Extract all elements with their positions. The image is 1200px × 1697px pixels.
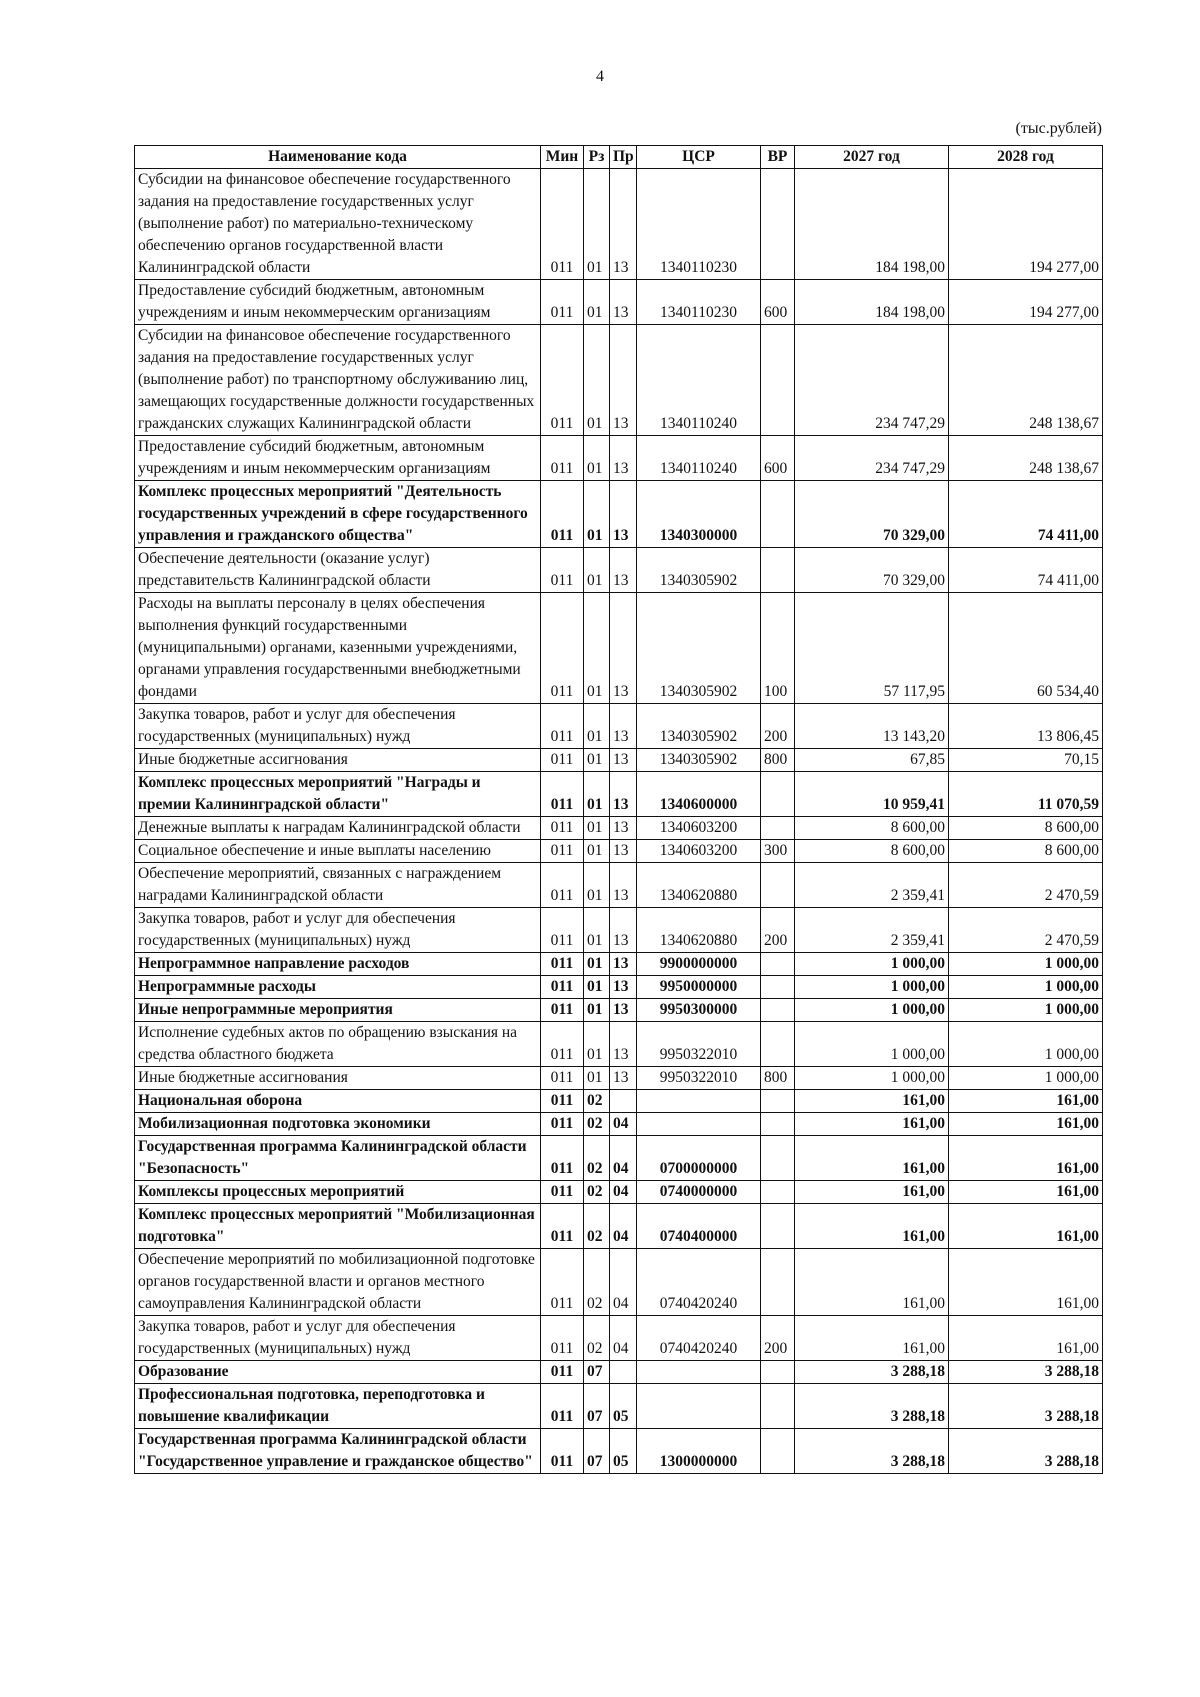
table-row <box>135 1181 1103 1204</box>
table-row <box>135 169 1103 280</box>
cell-min: 011 <box>541 481 584 548</box>
cell-csr: 1340600000 <box>637 772 761 817</box>
cell-rz: 02 <box>584 1090 610 1113</box>
cell-csr: 1340300000 <box>637 481 761 548</box>
cell-pr: 13 <box>610 863 637 908</box>
cell-name: Непрограммные расходы <box>135 976 541 999</box>
cell-csr: 9950000000 <box>637 976 761 999</box>
cell-y2027: 161,00 <box>795 1113 949 1136</box>
cell-csr: 1340110240 <box>637 436 761 481</box>
cell-csr: 1340110240 <box>637 325 761 436</box>
cell-rz: 01 <box>584 772 610 817</box>
cell-rz: 01 <box>584 1022 610 1067</box>
cell-rz: 01 <box>584 1067 610 1090</box>
cell-vr <box>761 999 795 1022</box>
cell-name: Профессиональная подготовка, переподготовка и повышение квалификации <box>135 1384 541 1429</box>
col-header-2028: 2028 год <box>949 146 1103 169</box>
cell-vr: 800 <box>761 749 795 772</box>
cell-y2027: 3 288,18 <box>795 1361 949 1384</box>
cell-vr: 600 <box>761 280 795 325</box>
cell-min: 011 <box>541 953 584 976</box>
cell-pr: 13 <box>610 280 637 325</box>
cell-csr: 1340603200 <box>637 840 761 863</box>
col-header-pr: Пр <box>610 146 637 169</box>
cell-vr: 600 <box>761 436 795 481</box>
cell-rz: 01 <box>584 863 610 908</box>
cell-y2027: 8 600,00 <box>795 817 949 840</box>
cell-csr: 0740420240 <box>637 1249 761 1316</box>
cell-name: Иные бюджетные ассигнования <box>135 749 541 772</box>
col-header-2027: 2027 год <box>795 146 949 169</box>
cell-name: Обеспечение деятельности (оказание услуг) представительств Калининградской области <box>135 548 541 593</box>
cell-y2028: 74 411,00 <box>949 548 1103 593</box>
col-header-rz: Рз <box>584 146 610 169</box>
cell-name: Комплекс процессных мероприятий "Деятельность государственных учреждений в сфере государственного управления и гражданского общества" <box>135 481 541 548</box>
cell-y2028: 2 470,59 <box>949 908 1103 953</box>
cell-pr: 13 <box>610 436 637 481</box>
cell-y2027: 1 000,00 <box>795 1022 949 1067</box>
cell-y2028: 1 000,00 <box>949 1067 1103 1090</box>
cell-pr: 13 <box>610 976 637 999</box>
table-row <box>135 1204 1103 1249</box>
cell-csr: 1340603200 <box>637 817 761 840</box>
cell-rz: 01 <box>584 953 610 976</box>
cell-y2028: 70,15 <box>949 749 1103 772</box>
cell-csr: 1340305902 <box>637 548 761 593</box>
table-row <box>135 593 1103 704</box>
cell-y2027: 161,00 <box>795 1090 949 1113</box>
cell-pr: 13 <box>610 772 637 817</box>
cell-name: Обеспечение мероприятий по мобилизационной подготовке органов государственной власти и органов местного самоуправления Калининградской области <box>135 1249 541 1316</box>
table-row <box>135 548 1103 593</box>
cell-y2028: 60 534,40 <box>949 593 1103 704</box>
cell-pr: 13 <box>610 1022 637 1067</box>
table-row <box>135 1067 1103 1090</box>
cell-y2027: 3 288,18 <box>795 1429 949 1474</box>
cell-y2027: 2 359,41 <box>795 863 949 908</box>
cell-csr: 0700000000 <box>637 1136 761 1181</box>
table-row <box>135 481 1103 548</box>
cell-pr: 05 <box>610 1384 637 1429</box>
cell-y2027: 1 000,00 <box>795 976 949 999</box>
cell-pr: 04 <box>610 1316 637 1361</box>
cell-vr <box>761 863 795 908</box>
cell-pr: 13 <box>610 953 637 976</box>
cell-vr <box>761 1384 795 1429</box>
cell-min: 011 <box>541 976 584 999</box>
cell-pr: 13 <box>610 817 637 840</box>
cell-csr <box>637 1361 761 1384</box>
cell-rz: 02 <box>584 1249 610 1316</box>
cell-pr: 04 <box>610 1181 637 1204</box>
cell-y2028: 3 288,18 <box>949 1361 1103 1384</box>
cell-name: Комплексы процессных мероприятий <box>135 1181 541 1204</box>
table-row <box>135 704 1103 749</box>
cell-pr: 13 <box>610 169 637 280</box>
cell-vr <box>761 1113 795 1136</box>
cell-y2027: 161,00 <box>795 1204 949 1249</box>
cell-y2027: 67,85 <box>795 749 949 772</box>
cell-csr: 9950322010 <box>637 1067 761 1090</box>
cell-min: 011 <box>541 772 584 817</box>
cell-y2027: 161,00 <box>795 1316 949 1361</box>
cell-y2028: 1 000,00 <box>949 976 1103 999</box>
cell-min: 011 <box>541 1384 584 1429</box>
cell-csr: 9950322010 <box>637 1022 761 1067</box>
table-row <box>135 1090 1103 1113</box>
cell-pr: 13 <box>610 908 637 953</box>
cell-pr <box>610 1090 637 1113</box>
cell-y2028: 161,00 <box>949 1136 1103 1181</box>
cell-name: Социальное обеспечение и иные выплаты населению <box>135 840 541 863</box>
cell-min: 011 <box>541 548 584 593</box>
cell-vr: 300 <box>761 840 795 863</box>
cell-name: Закупка товаров, работ и услуг для обеспечения государственных (муниципальных) нужд <box>135 1316 541 1361</box>
cell-vr: 100 <box>761 593 795 704</box>
cell-min: 011 <box>541 1361 584 1384</box>
cell-name: Иные бюджетные ассигнования <box>135 1067 541 1090</box>
cell-y2028: 248 138,67 <box>949 436 1103 481</box>
cell-csr: 0740420240 <box>637 1316 761 1361</box>
cell-csr: 1300000000 <box>637 1429 761 1474</box>
cell-vr <box>761 548 795 593</box>
cell-rz: 01 <box>584 840 610 863</box>
cell-vr <box>761 976 795 999</box>
cell-name: Закупка товаров, работ и услуг для обеспечения государственных (муниципальных) нужд <box>135 908 541 953</box>
cell-csr <box>637 1113 761 1136</box>
table-row <box>135 1022 1103 1067</box>
cell-pr: 05 <box>610 1429 637 1474</box>
cell-name: Субсидии на финансовое обеспечение государственного задания на предоставление государственных услуг (выполнение работ) по транспортному обслуживанию лиц, замещающих государственные должности государственных гражданских служащих Калининградской области <box>135 325 541 436</box>
cell-csr: 1340620880 <box>637 908 761 953</box>
cell-csr: 1340305902 <box>637 749 761 772</box>
table-row <box>135 772 1103 817</box>
cell-csr: 9950300000 <box>637 999 761 1022</box>
cell-min: 011 <box>541 436 584 481</box>
cell-y2027: 184 198,00 <box>795 280 949 325</box>
cell-vr <box>761 1181 795 1204</box>
cell-name: Национальная оборона <box>135 1090 541 1113</box>
cell-vr <box>761 481 795 548</box>
table-row <box>135 436 1103 481</box>
cell-y2027: 184 198,00 <box>795 169 949 280</box>
cell-y2028: 194 277,00 <box>949 169 1103 280</box>
cell-pr: 04 <box>610 1113 637 1136</box>
cell-csr: 1340305902 <box>637 593 761 704</box>
cell-csr: 1340620880 <box>637 863 761 908</box>
cell-y2028: 8 600,00 <box>949 840 1103 863</box>
cell-y2027: 1 000,00 <box>795 953 949 976</box>
cell-vr <box>761 1361 795 1384</box>
cell-name: Непрограммное направление расходов <box>135 953 541 976</box>
cell-y2027: 161,00 <box>795 1181 949 1204</box>
cell-y2028: 1 000,00 <box>949 999 1103 1022</box>
cell-csr: 0740000000 <box>637 1181 761 1204</box>
cell-vr <box>761 1249 795 1316</box>
cell-min: 011 <box>541 1316 584 1361</box>
cell-pr <box>610 1361 637 1384</box>
cell-vr <box>761 1022 795 1067</box>
table-row <box>135 908 1103 953</box>
cell-y2028: 161,00 <box>949 1090 1103 1113</box>
cell-min: 011 <box>541 817 584 840</box>
cell-pr: 13 <box>610 704 637 749</box>
cell-min: 011 <box>541 1136 584 1181</box>
units-label: (тыс.рублей) <box>1015 120 1102 137</box>
cell-rz: 01 <box>584 749 610 772</box>
cell-rz: 02 <box>584 1113 610 1136</box>
cell-y2028: 248 138,67 <box>949 325 1103 436</box>
cell-rz: 01 <box>584 548 610 593</box>
cell-y2028: 161,00 <box>949 1316 1103 1361</box>
cell-csr <box>637 1384 761 1429</box>
cell-y2027: 3 288,18 <box>795 1384 949 1429</box>
cell-y2027: 1 000,00 <box>795 1067 949 1090</box>
cell-rz: 01 <box>584 704 610 749</box>
cell-rz: 07 <box>584 1429 610 1474</box>
cell-name: Исполнение судебных актов по обращению взыскания на средства областного бюджета <box>135 1022 541 1067</box>
table-row <box>135 953 1103 976</box>
cell-min: 011 <box>541 840 584 863</box>
cell-y2027: 2 359,41 <box>795 908 949 953</box>
cell-min: 011 <box>541 704 584 749</box>
cell-rz: 07 <box>584 1361 610 1384</box>
cell-vr <box>761 325 795 436</box>
table-row <box>135 976 1103 999</box>
cell-vr: 200 <box>761 1316 795 1361</box>
cell-rz: 01 <box>584 325 610 436</box>
cell-min: 011 <box>541 280 584 325</box>
cell-name: Мобилизационная подготовка экономики <box>135 1113 541 1136</box>
cell-min: 011 <box>541 908 584 953</box>
cell-name: Комплекс процессных мероприятий "Награды и премии Калининградской области" <box>135 772 541 817</box>
cell-vr <box>761 1136 795 1181</box>
cell-y2028: 161,00 <box>949 1113 1103 1136</box>
cell-y2028: 74 411,00 <box>949 481 1103 548</box>
cell-csr <box>637 1090 761 1113</box>
cell-y2027: 161,00 <box>795 1136 949 1181</box>
col-header-min: Мин <box>541 146 584 169</box>
cell-rz: 01 <box>584 436 610 481</box>
table-row <box>135 840 1103 863</box>
table-row <box>135 1384 1103 1429</box>
cell-rz: 01 <box>584 908 610 953</box>
cell-csr: 9900000000 <box>637 953 761 976</box>
cell-min: 011 <box>541 1429 584 1474</box>
cell-pr: 13 <box>610 593 637 704</box>
cell-min: 011 <box>541 593 584 704</box>
table-row <box>135 1361 1103 1384</box>
cell-name: Государственная программа Калининградской области "Государственное управление и гражданское общество" <box>135 1429 541 1474</box>
cell-rz: 01 <box>584 999 610 1022</box>
cell-y2027: 13 143,20 <box>795 704 949 749</box>
cell-rz: 02 <box>584 1204 610 1249</box>
cell-pr: 04 <box>610 1204 637 1249</box>
col-header-name: Наименование кода <box>135 146 541 169</box>
cell-vr <box>761 1090 795 1113</box>
cell-y2027: 8 600,00 <box>795 840 949 863</box>
cell-rz: 07 <box>584 1384 610 1429</box>
cell-rz: 01 <box>584 593 610 704</box>
cell-csr: 0740400000 <box>637 1204 761 1249</box>
cell-min: 011 <box>541 325 584 436</box>
budget-table <box>134 145 1103 1474</box>
table-row <box>135 863 1103 908</box>
page-number: 4 <box>596 68 604 85</box>
cell-y2027: 70 329,00 <box>795 481 949 548</box>
table-row <box>135 817 1103 840</box>
cell-min: 011 <box>541 169 584 280</box>
cell-name: Закупка товаров, работ и услуг для обеспечения государственных (муниципальных) нужд <box>135 704 541 749</box>
cell-vr: 800 <box>761 1067 795 1090</box>
cell-rz: 02 <box>584 1316 610 1361</box>
cell-name: Государственная программа Калининградской области "Безопасность" <box>135 1136 541 1181</box>
cell-pr: 13 <box>610 481 637 548</box>
cell-name: Денежные выплаты к наградам Калининградской области <box>135 817 541 840</box>
col-header-csr: ЦСР <box>637 146 761 169</box>
cell-csr: 1340110230 <box>637 280 761 325</box>
cell-y2028: 13 806,45 <box>949 704 1103 749</box>
cell-name: Предоставление субсидий бюджетным, автономным учреждениям и иным некоммерческим организациям <box>135 280 541 325</box>
cell-y2028: 161,00 <box>949 1204 1103 1249</box>
cell-y2027: 70 329,00 <box>795 548 949 593</box>
cell-pr: 13 <box>610 840 637 863</box>
cell-csr: 1340110230 <box>637 169 761 280</box>
cell-vr: 200 <box>761 908 795 953</box>
cell-min: 011 <box>541 1249 584 1316</box>
cell-name: Обеспечение мероприятий, связанных с награждением наградами Калининградской области <box>135 863 541 908</box>
cell-vr <box>761 169 795 280</box>
table-row <box>135 1249 1103 1316</box>
cell-name: Образование <box>135 1361 541 1384</box>
cell-pr: 13 <box>610 749 637 772</box>
cell-rz: 01 <box>584 169 610 280</box>
table-row <box>135 749 1103 772</box>
cell-name: Комплекс процессных мероприятий "Мобилизационная подготовка" <box>135 1204 541 1249</box>
table-row <box>135 1113 1103 1136</box>
table-row <box>135 280 1103 325</box>
cell-min: 011 <box>541 1181 584 1204</box>
cell-rz: 02 <box>584 1136 610 1181</box>
cell-y2027: 234 747,29 <box>795 436 949 481</box>
cell-min: 011 <box>541 1022 584 1067</box>
cell-vr <box>761 1429 795 1474</box>
table-row <box>135 1316 1103 1361</box>
table-row <box>135 1136 1103 1181</box>
cell-name: Иные непрограммные мероприятия <box>135 999 541 1022</box>
cell-y2027: 10 959,41 <box>795 772 949 817</box>
cell-y2027: 234 747,29 <box>795 325 949 436</box>
cell-rz: 01 <box>584 817 610 840</box>
cell-y2027: 1 000,00 <box>795 999 949 1022</box>
cell-pr: 04 <box>610 1136 637 1181</box>
cell-csr: 1340305902 <box>637 704 761 749</box>
cell-pr: 13 <box>610 1067 637 1090</box>
cell-y2027: 161,00 <box>795 1249 949 1316</box>
cell-min: 011 <box>541 749 584 772</box>
cell-min: 011 <box>541 1204 584 1249</box>
cell-pr: 13 <box>610 999 637 1022</box>
cell-y2028: 194 277,00 <box>949 280 1103 325</box>
cell-y2028: 3 288,18 <box>949 1429 1103 1474</box>
cell-vr <box>761 772 795 817</box>
cell-y2028: 1 000,00 <box>949 1022 1103 1067</box>
table-row <box>135 325 1103 436</box>
cell-pr: 04 <box>610 1249 637 1316</box>
cell-rz: 01 <box>584 481 610 548</box>
cell-vr <box>761 1204 795 1249</box>
table-row <box>135 999 1103 1022</box>
cell-y2028: 1 000,00 <box>949 953 1103 976</box>
cell-min: 011 <box>541 1090 584 1113</box>
cell-pr: 13 <box>610 548 637 593</box>
cell-min: 011 <box>541 863 584 908</box>
cell-y2027: 57 117,95 <box>795 593 949 704</box>
cell-vr <box>761 953 795 976</box>
cell-name: Расходы на выплаты персоналу в целях обеспечения выполнения функций государственными (муниципальными) органами, казенными учреждениями, органами управления государственными внебюджетными фондами <box>135 593 541 704</box>
cell-rz: 01 <box>584 280 610 325</box>
cell-min: 011 <box>541 1067 584 1090</box>
cell-name: Предоставление субсидий бюджетным, автономным учреждениям и иным некоммерческим организациям <box>135 436 541 481</box>
cell-y2028: 161,00 <box>949 1181 1103 1204</box>
cell-name: Субсидии на финансовое обеспечение государственного задания на предоставление государственных услуг (выполнение работ) по материально-техническому обеспечению органов государственной власти Калининградской области <box>135 169 541 280</box>
col-header-vr: ВР <box>761 146 795 169</box>
cell-vr <box>761 817 795 840</box>
cell-y2028: 3 288,18 <box>949 1384 1103 1429</box>
cell-rz: 02 <box>584 1181 610 1204</box>
cell-rz: 01 <box>584 976 610 999</box>
cell-vr: 200 <box>761 704 795 749</box>
cell-y2028: 2 470,59 <box>949 863 1103 908</box>
cell-min: 011 <box>541 1113 584 1136</box>
header-row <box>135 146 1103 169</box>
cell-y2028: 8 600,00 <box>949 817 1103 840</box>
table-row <box>135 1429 1103 1474</box>
cell-y2028: 11 070,59 <box>949 772 1103 817</box>
cell-pr: 13 <box>610 325 637 436</box>
cell-y2028: 161,00 <box>949 1249 1103 1316</box>
cell-min: 011 <box>541 999 584 1022</box>
